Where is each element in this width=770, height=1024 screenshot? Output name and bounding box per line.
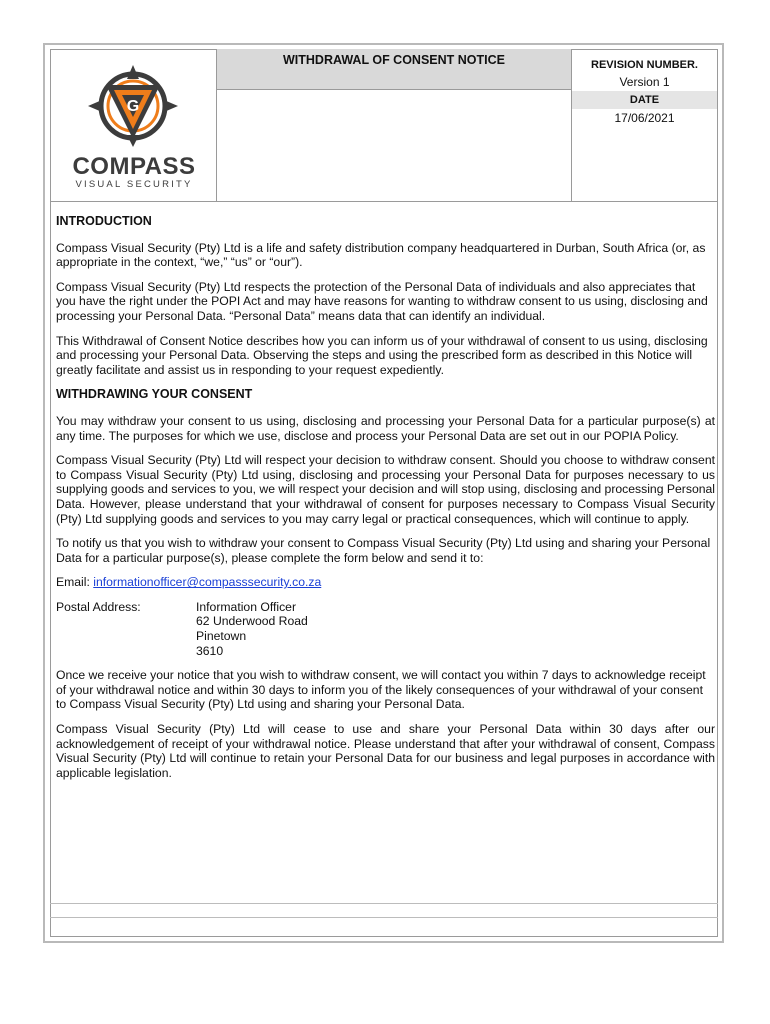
postal-line: 3610 [196,643,224,658]
postal-line: Pinetown [196,629,247,644]
compass-emblem-icon [88,65,178,147]
footer-divider [50,903,718,904]
date-value: 17/06/2021 [614,111,675,125]
footer-divider [50,917,718,918]
intro-heading: INTRODUCTION [56,214,152,228]
postal-line: 62 Underwood Road [196,614,308,629]
document-body [56,214,715,790]
intro-paragraph-2: Compass Visual Security (Pty) Ltd respects the protection of the Personal Data of individuals and also appreciates that you have the right under the POPI Act and may have reasons for wanting to withdraw consent to us using, disclosing and processing your Personal Data. “Personal Data” means data that can identify an individual. [56,279,708,323]
compass-logo [50,49,217,201]
intro-paragraph-1: Compass Visual Security (Pty) Ltd is a life and safety distribution company headquartered in Durban, South Africa (or, as appropriate in the context, “we,” “us” or “our”). [56,240,706,270]
withdraw-paragraph-4: Once we receive your notice that you wish to withdraw consent, we will contact you within 7 days to acknowledge receipt of your withdrawal notice and within 30 days to inform you of the likely consequences of your withdrawal of your consent to Compass Visual Security (Pty) Ltd using and sharing your Personal Data. [56,668,706,712]
withdraw-paragraph-5: Compass Visual Security (Pty) Ltd will cease to use and share your Personal Data within 30 days after our acknowledgement of receipt of your withdrawal notice. Please understand that after your withdrawal of consent, Compass Visual Security (Pty) Ltd will continue to retain your Personal Data for our business and legal purposes in accordance with applicable legislation. [56,722,715,780]
title-cell [217,49,572,201]
revision-cell [572,49,717,201]
withdraw-paragraph-2: Compass Visual Security (Pty) Ltd will respect your decision to withdraw consent. Should you choose to withdraw consent to Compass Visual Security (Pty) Ltd using, disclosing and processing your Personal Data for purposes necessary to us supplying goods and services to you, we will respect your decision and will stop using, disclosing and processing Personal Data. However, please understand that your withdrawal of consent for purposes necessary to Compass Visual Security (Pty) Ltd supplying goods and services to you may carry legal or practical consequences, which will continue to apply. [56,453,715,526]
revision-label: REVISION NUMBER. [591,59,698,71]
email-label: Email: [56,575,94,590]
svg-text:G: G [126,98,140,115]
date-label: DATE [572,91,717,109]
logo-cell [50,49,217,201]
postal-line: Information Officer [196,599,297,614]
document-header [50,49,718,202]
logo-tagline: VISUAL SECURITY [75,179,193,190]
document-title: WITHDRAWAL OF CONSENT NOTICE [217,49,571,90]
postal-address [56,600,715,658]
intro-paragraph-3: This Withdrawal of Consent Notice describes how you can inform us of your withdrawal of consent to us using, disclosing and processing your Personal Data. Observing the steps and using the prescribed form as described in this Notice will greatly facilitate and assist us in responding to your request expediently. [56,333,708,377]
withdraw-paragraph-1: You may withdraw your consent to us using, disclosing and processing your Personal Data for a particular purpose(s) at any time. The purposes for which we use, disclose and process your Personal Data are set out in our POPIA Policy. [56,413,715,443]
withdraw-heading: WITHDRAWING YOUR CONSENT [56,387,253,402]
logo-wordmark: COMPASS [72,153,196,180]
email-line [56,575,715,590]
withdraw-paragraph-3: To notify us that you wish to withdraw your consent to Compass Visual Security (Pty) Ltd using and sharing your Personal Data for a particular purpose(s), please complete the form below and send it to: [56,536,711,565]
email-link[interactable]: informationofficer@compasssecurity.co.za [93,575,322,590]
revision-value: Version 1 [619,75,670,89]
postal-lines [196,600,308,658]
postal-label: Postal Address: [56,599,141,614]
